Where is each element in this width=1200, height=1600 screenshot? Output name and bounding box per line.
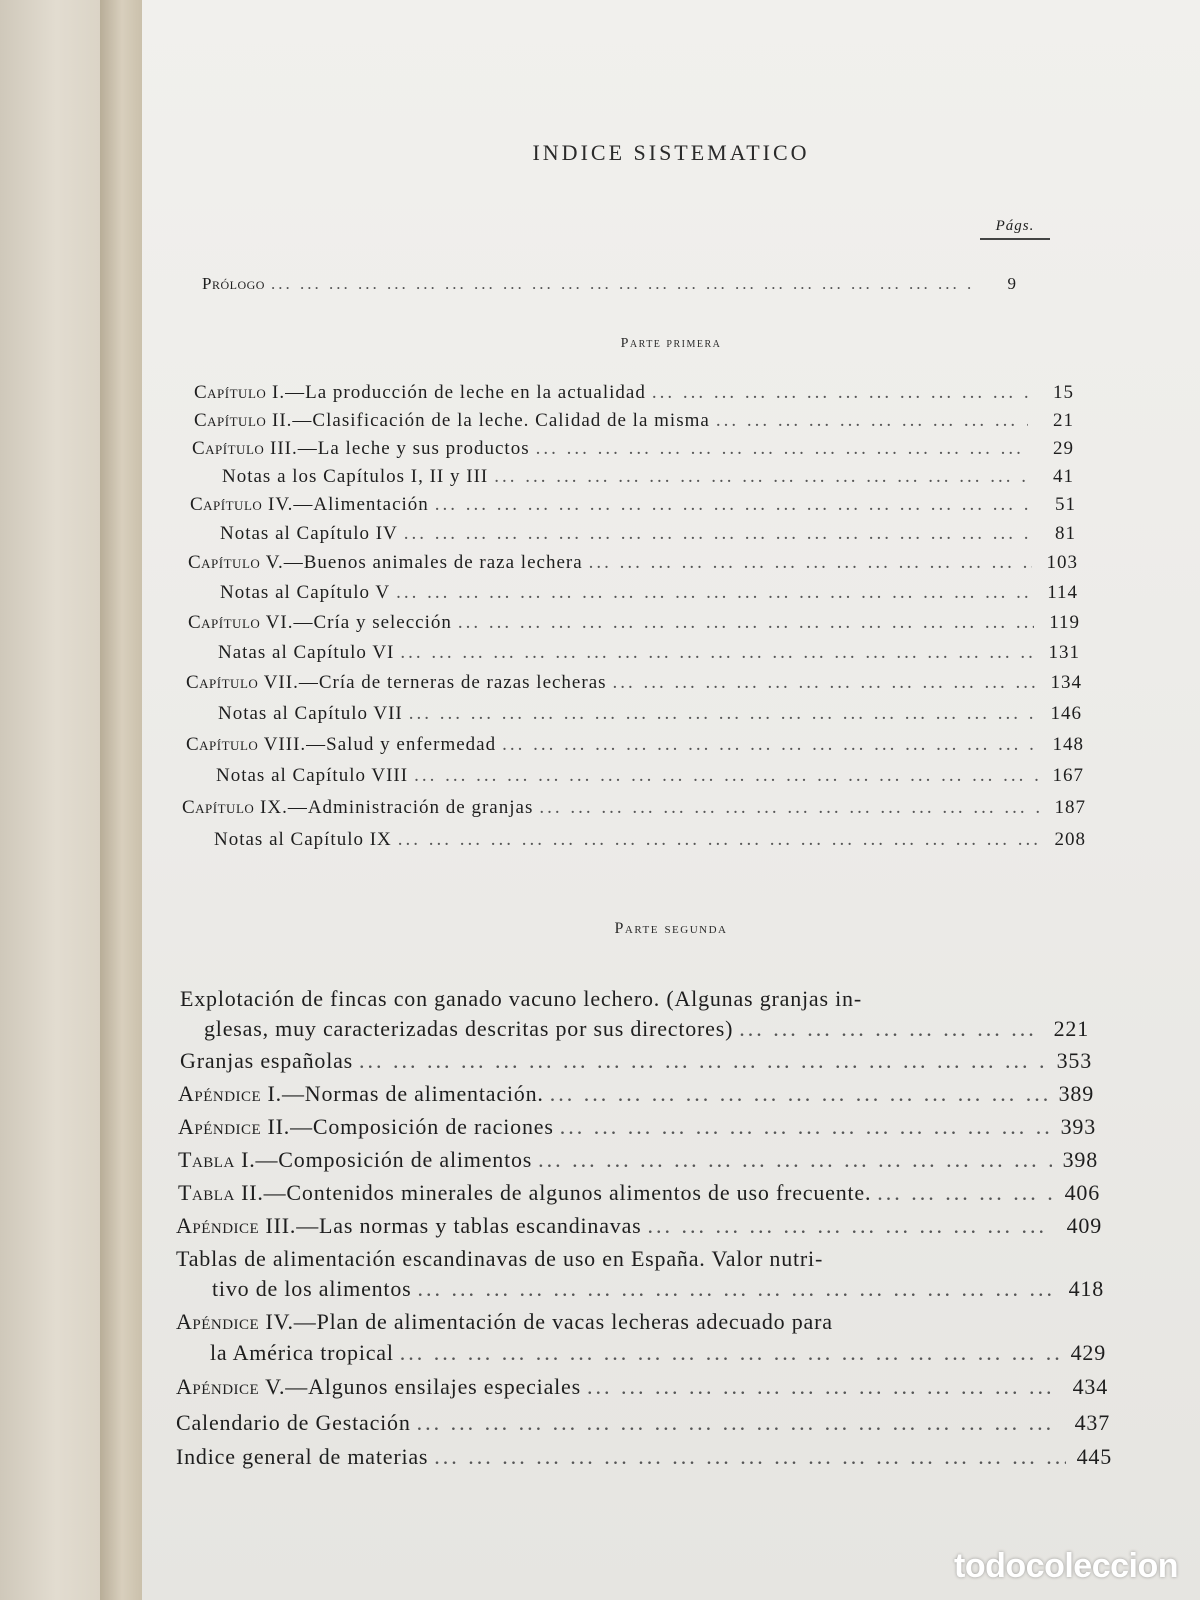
- toc-entry-label: Notas al Capítulo IX: [214, 829, 392, 850]
- toc-entry: [222, 466, 1074, 488]
- toc-entry-label: Granjas españolas: [180, 1048, 354, 1073]
- toc-entry-label: I.—Normas de alimentación.: [261, 1081, 544, 1106]
- toc-entry-label: Notas a los Capítulos I, II y III: [222, 466, 489, 487]
- toc-entry-page: 15: [1053, 382, 1074, 403]
- toc-entry: [190, 494, 1076, 516]
- toc-entry: [176, 1374, 1108, 1400]
- toc-entry-page: 167: [1052, 765, 1084, 786]
- toc-entry: [216, 765, 1084, 787]
- toc-entry: [220, 523, 1076, 545]
- leader-dots: [648, 1213, 1056, 1239]
- toc-entry-prefix: Tabla: [178, 1147, 235, 1172]
- toc-entry: [218, 642, 1080, 664]
- toc-entry-page: 437: [1074, 1410, 1110, 1435]
- toc-entry-label: Natas al Capítulo VI: [218, 642, 395, 663]
- toc-entry-prefix: Apéndice: [178, 1114, 262, 1139]
- leader-dots: [398, 829, 1040, 851]
- pages-column-header: Págs.: [980, 218, 1050, 240]
- toc-entry-apendice-iv-line2: [210, 1340, 1106, 1366]
- leader-dots: [414, 765, 1038, 787]
- toc-entry-prefix: Capítulo: [188, 552, 261, 573]
- leader-dots: [613, 672, 1036, 694]
- toc-entry: [178, 1081, 1094, 1107]
- leader-dots: [560, 1114, 1050, 1140]
- toc-entry-page: 146: [1050, 703, 1082, 724]
- leader-dots: [502, 734, 1038, 756]
- leader-dots: [652, 382, 1028, 404]
- toc-entry-prefix: Apéndice: [176, 1374, 260, 1399]
- toc-entry-page: 221: [1053, 1016, 1089, 1041]
- toc-entry-prefix: Capítulo: [192, 438, 265, 459]
- toc-entry-page: 208: [1054, 829, 1086, 850]
- toc-entry-page: 51: [1055, 494, 1076, 515]
- toc-entry-label: Notas al Capítulo VII: [218, 703, 403, 724]
- toc-entry-label: II.—Clasificación de la leche. Calidad de la misma: [266, 410, 710, 431]
- toc-entry-page: 41: [1053, 466, 1074, 487]
- toc-entry-prefix: Capítulo: [188, 612, 261, 633]
- toc-entry-label: IV.—Plan de alimentación de vacas lecheras adecuado para: [259, 1309, 833, 1334]
- toc-entry-label: Indice general de materias: [176, 1444, 429, 1469]
- toc-entry-page: 409: [1066, 1213, 1102, 1238]
- leader-dots: [877, 1180, 1054, 1206]
- toc-entry: [176, 1410, 1110, 1436]
- leader-dots: [400, 642, 1034, 664]
- toc-entry-page: 114: [1047, 582, 1078, 603]
- toc-entry-prefix: Capítulo: [194, 410, 267, 431]
- toc-entry-page: 418: [1068, 1276, 1104, 1301]
- toc-entry-label: IV.—Alimentación: [262, 494, 429, 515]
- leader-dots: [539, 797, 1040, 819]
- toc-entry: [176, 1213, 1102, 1239]
- watermark-logo: todocoleccion: [954, 1547, 1178, 1585]
- leader-dots: [587, 1374, 1062, 1400]
- toc-entry-label: VIII.—Salud y enfermedad: [258, 734, 497, 755]
- toc-entry-prefix: Capítulo: [186, 672, 259, 693]
- toc-entry-label: I.—La producción de leche en la actualidad: [266, 382, 646, 403]
- toc-entry-label: VII.—Cría de terneras de razas lecheras: [258, 672, 607, 693]
- toc-entry-page: 9: [1007, 274, 1017, 293]
- toc-entry-tablas-line2: [212, 1276, 1104, 1302]
- toc-entry-prefix: Apéndice: [176, 1309, 260, 1334]
- toc-entry-label: V.—Buenos animales de raza lechera: [260, 552, 583, 573]
- toc-entry-label: II.—Composición de raciones: [261, 1114, 554, 1139]
- toc-entry-page: 119: [1049, 612, 1080, 633]
- toc-entry-prefix: Capítulo: [186, 734, 259, 755]
- toc-entry-prologo: [202, 274, 1017, 294]
- toc-entry-page: 103: [1046, 552, 1078, 573]
- toc-entry-page: 353: [1056, 1048, 1092, 1073]
- leader-dots: [418, 1276, 1058, 1302]
- toc-entry-page: 406: [1064, 1180, 1100, 1205]
- toc-entry-label: III.—La leche y sus productos: [264, 438, 530, 459]
- page-title: INDICE SISTEMATICO: [532, 140, 810, 165]
- toc-entry-tablas-line1: Tablas de alimentación escandinavas de uso en España. Valor nutri-: [176, 1246, 824, 1271]
- toc-entry-apendice-iv-line1: [176, 1309, 833, 1335]
- leader-dots: [359, 1048, 1046, 1074]
- toc-entry-page: 393: [1060, 1114, 1096, 1139]
- toc-entry-label: la América tropical: [210, 1340, 394, 1365]
- toc-entry-page: 148: [1052, 734, 1084, 755]
- toc-entry-page: 187: [1054, 797, 1086, 818]
- leader-dots: [538, 1147, 1052, 1173]
- toc-entry-page: 29: [1053, 438, 1074, 459]
- toc-entry: [194, 410, 1074, 432]
- toc-entry: [214, 829, 1086, 851]
- part-two-heading: Parte segunda: [614, 920, 728, 937]
- index-page: [142, 0, 1200, 1600]
- toc-entry-label: Calendario de Gestación: [176, 1410, 411, 1435]
- leader-dots: [434, 1444, 1066, 1470]
- toc-entry: [192, 438, 1074, 460]
- toc-entry: [218, 703, 1082, 725]
- leader-dots: [494, 466, 1028, 488]
- toc-entry-prefix: Apéndice: [176, 1213, 260, 1238]
- leader-dots: [536, 438, 1028, 460]
- toc-entry-label: Notas al Capítulo IV: [220, 523, 398, 544]
- leader-dots: [417, 1410, 1064, 1436]
- toc-entry-explotacion-line2: [204, 1016, 1089, 1042]
- toc-entry: [178, 1114, 1096, 1140]
- leader-dots: [716, 410, 1028, 432]
- leader-dots: [396, 582, 1032, 604]
- toc-entry-label: II.—Contenidos minerales de algunos alimentos de uso frecuente.: [234, 1180, 872, 1205]
- toc-entry-label: tivo de los alimentos: [212, 1276, 412, 1301]
- toc-entry-prefix: Tabla: [178, 1180, 235, 1205]
- leader-dots: [404, 523, 1030, 545]
- leader-dots: [400, 1340, 1060, 1366]
- toc-entry-label: V.—Algunos ensilajes especiales: [259, 1374, 581, 1399]
- leader-dots: [458, 612, 1034, 634]
- toc-entry-page: 21: [1053, 410, 1074, 431]
- toc-entry-explotacion-line1: Explotación de fincas con ganado vacuno lechero. (Algunas granjas in-: [180, 986, 862, 1011]
- toc-entry-page: 429: [1070, 1340, 1106, 1365]
- toc-entry-label: Notas al Capítulo VIII: [216, 765, 409, 786]
- toc-entry-page: 434: [1072, 1374, 1108, 1399]
- toc-entry-label: III.—Las normas y tablas escandinavas: [259, 1213, 642, 1238]
- toc-entry: [194, 382, 1074, 404]
- leader-dots: [589, 552, 1032, 574]
- toc-entry: [182, 797, 1086, 819]
- toc-entry-page: 81: [1055, 523, 1076, 544]
- leader-dots: [550, 1081, 1048, 1107]
- leader-dots: [435, 494, 1030, 516]
- toc-entry: [220, 582, 1078, 604]
- leader-dots: [409, 703, 1036, 725]
- toc-entry-label: VI.—Cría y selección: [260, 612, 452, 633]
- toc-entry: [178, 1147, 1098, 1173]
- toc-entry: [180, 1048, 1092, 1074]
- toc-entry-label: IX.—Administración de granjas: [254, 797, 534, 818]
- toc-entry-label: glesas, muy caracterizadas descritas por sus directores): [204, 1016, 734, 1041]
- leader-dots: [739, 1016, 1043, 1042]
- toc-entry: [178, 1180, 1100, 1206]
- book-gutter: [100, 0, 144, 1600]
- toc-entry-label: Prólogo: [202, 274, 265, 293]
- toc-entry-prefix: Capítulo: [194, 382, 267, 403]
- part-one-heading: Parte primera: [620, 336, 722, 351]
- toc-entry-page: 134: [1050, 672, 1082, 693]
- toc-entry-page: 445: [1076, 1444, 1112, 1469]
- toc-entry-page: 131: [1048, 642, 1080, 663]
- toc-entry-page: 389: [1058, 1081, 1094, 1106]
- toc-entry-page: 398: [1062, 1147, 1098, 1172]
- toc-entry: [186, 672, 1082, 694]
- toc-entry-label: I.—Composición de alimentos: [234, 1147, 533, 1172]
- toc-entry: [188, 612, 1080, 634]
- toc-entry: [188, 552, 1078, 574]
- toc-entry: [176, 1444, 1112, 1470]
- toc-entry: [186, 734, 1084, 756]
- toc-entry-label: Notas al Capítulo V: [220, 582, 391, 603]
- toc-entry-prefix: Capítulo: [182, 797, 255, 818]
- toc-entry-prefix: Capítulo: [190, 494, 263, 515]
- leader-dots: [271, 274, 971, 294]
- toc-entry-prefix: Apéndice: [178, 1081, 262, 1106]
